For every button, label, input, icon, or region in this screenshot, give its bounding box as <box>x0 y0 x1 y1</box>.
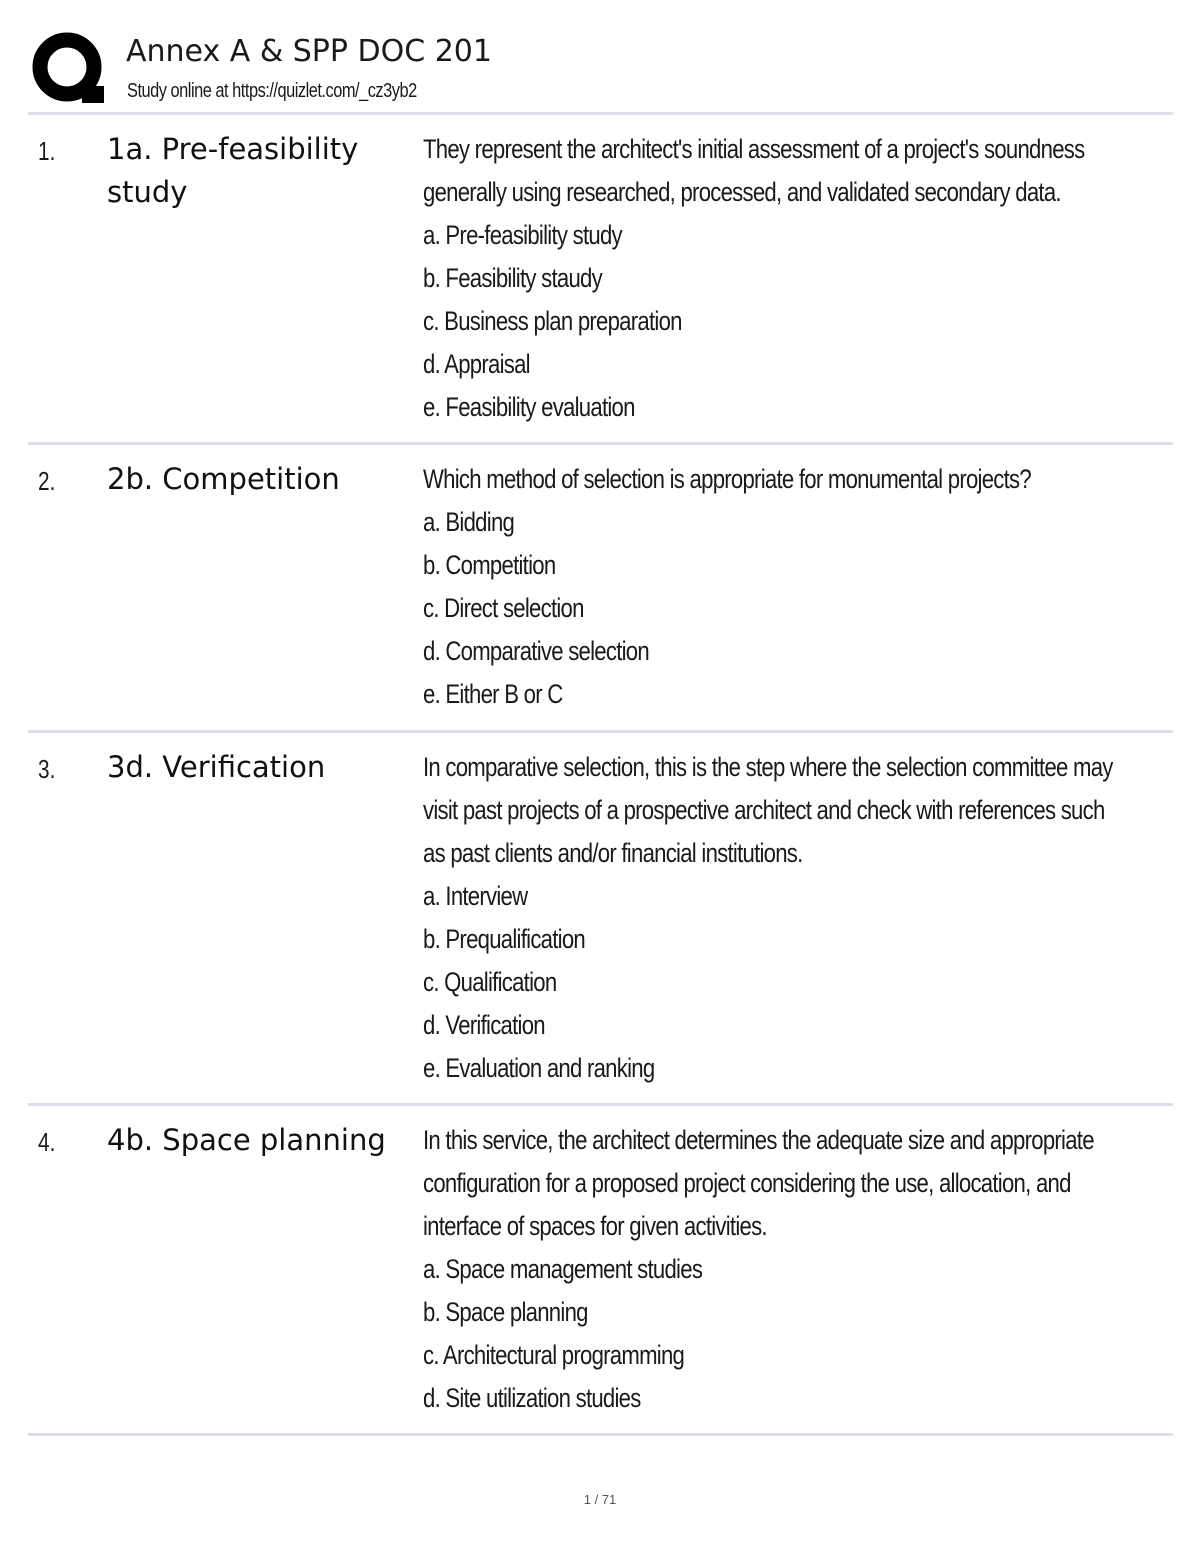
card-term: 4b. Space planning <box>107 1123 386 1157</box>
answer-option: b. Prequalification <box>423 924 585 954</box>
card-term: 1a. Pre-feasibility study <box>107 132 359 209</box>
document-title: Annex A & SPP DOC 201 <box>126 34 492 69</box>
divider <box>28 1433 1173 1436</box>
card-number: 2. <box>38 466 56 496</box>
answer-option: e. Either B or C <box>423 679 563 709</box>
definition-line: Which method of selection is appropriate for monumental projects? <box>423 464 1031 494</box>
quizlet-logo-icon <box>30 30 108 108</box>
flashcard-2 <box>28 444 1173 730</box>
answer-option: d. Verification <box>423 1010 545 1040</box>
definition-line: They represent the architect's initial assessment of a project's soundness <box>423 134 1085 164</box>
answer-option: c. Direct selection <box>423 593 584 623</box>
flashcard-1 <box>28 114 1173 442</box>
page-number: 1 / 71 <box>583 1492 617 1507</box>
answer-option: a. Pre-feasibility study <box>423 220 622 250</box>
answer-option: a. Space management studies <box>423 1254 703 1284</box>
answer-option: a. Interview <box>423 881 528 911</box>
answer-option: c. Qualification <box>423 967 557 997</box>
card-definition <box>423 128 1161 429</box>
answer-option: b. Competition <box>423 550 556 580</box>
definition-line: visit past projects of a prospective architect and check with references such <box>423 795 1105 825</box>
card-term: 2b. Competition <box>107 462 340 496</box>
card-term: 3d. Verification <box>107 750 326 784</box>
card-number: 1. <box>38 136 56 166</box>
document-header <box>30 28 1172 112</box>
answer-option: d. Site utilization studies <box>423 1383 641 1413</box>
study-online-link[interactable]: Study online at https://quizlet.com/_cz3yb2 <box>127 80 417 102</box>
answer-option: e. Feasibility evaluation <box>423 392 635 422</box>
flashcard-3 <box>28 732 1173 1103</box>
definition-line: interface of spaces for given activities. <box>423 1211 767 1241</box>
definition-line: configuration for a proposed project considering the use, allocation, and <box>423 1168 1071 1198</box>
definition-line: In comparative selection, this is the step where the selection committee may <box>423 752 1113 782</box>
answer-option: e. Evaluation and ranking <box>423 1053 655 1083</box>
definition-line: generally using researched, processed, and validated secondary data. <box>423 177 1061 207</box>
card-definition <box>423 746 1161 1090</box>
definition-line: In this service, the architect determines the adequate size and appropriate <box>423 1125 1094 1155</box>
answer-option: d. Comparative selection <box>423 636 649 666</box>
answer-option: d. Appraisal <box>423 349 530 379</box>
card-number: 3. <box>38 754 56 784</box>
answer-option: b. Space planning <box>423 1297 588 1327</box>
answer-option: b. Feasibility staudy <box>423 263 602 293</box>
card-number: 4. <box>38 1127 56 1157</box>
answer-option: c. Business plan preparation <box>423 306 682 336</box>
card-definition <box>423 458 1161 716</box>
definition-line: as past clients and/or financial institutions. <box>423 838 803 868</box>
card-definition <box>423 1119 1161 1420</box>
answer-option: a. Bidding <box>423 507 515 537</box>
answer-option: c. Architectural programming <box>423 1340 685 1370</box>
flashcard-4 <box>28 1105 1173 1433</box>
